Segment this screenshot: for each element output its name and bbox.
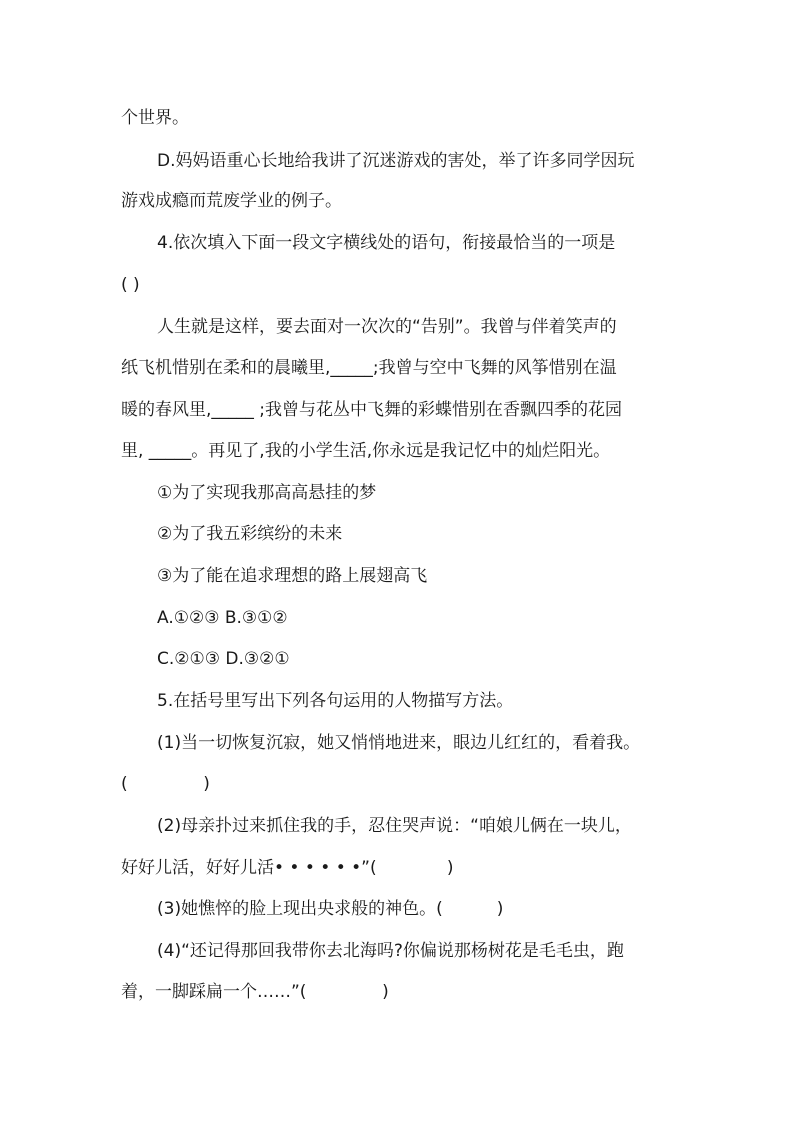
text-line: 游戏成瘾而荒废学业的例子。 — [121, 191, 342, 211]
sentence-2-cont: 好好儿活，好好儿活• • • • • •”( ) — [121, 858, 454, 878]
sentence-1: (1)当一切恢复沉寂，她又悄悄地进来，眼边儿红红的，看着我。 — [157, 733, 641, 753]
question-4-stem: 4.依次填入下面一段文字横线处的语句，衔接最恰当的一项是 — [157, 233, 616, 253]
choice-1: ①为了实现我那高高悬挂的梦 — [157, 483, 377, 503]
answer-parentheses: ( ) — [121, 275, 140, 295]
answer-parentheses: ( ) — [121, 774, 210, 794]
sentence-4: (4)“还记得那回我带你去北海吗?你偏说那杨树花是毛毛虫，跑 — [157, 941, 624, 961]
passage-line: 暖的春风里,_____ ;我曾与花丛中飞舞的彩蝶惜别在香飘四季的花园 — [121, 400, 623, 420]
sentence-2: (2)母亲扑过来抓住我的手，忍住哭声说：“咱娘儿俩在一块儿， — [157, 816, 632, 836]
passage-line: 里, _____。再见了,我的小学生活,你永远是我记忆中的灿烂阳光。 — [121, 441, 611, 461]
options-cd: C.②①③ D.③②① — [157, 649, 290, 669]
sentence-3: (3)她憔悴的脸上现出央求般的神色。( ) — [157, 899, 504, 919]
choice-2: ②为了我五彩缤纷的未来 — [157, 524, 343, 544]
sentence-4-cont: 着，一脚踩扁一个……”( ) — [121, 982, 389, 1002]
text-line: 个世界。 — [121, 108, 189, 128]
options-ab: A.①②③ B.③①② — [157, 608, 288, 628]
passage-line: 人生就是这样，要去面对一次次的“告别”。我曾与伴着笑声的 — [157, 317, 617, 337]
option-d: D.妈妈语重心长地给我讲了沉迷游戏的害处，举了许多同学因玩 — [157, 151, 635, 171]
choice-3: ③为了能在追求理想的路上展翅高飞 — [157, 566, 428, 586]
question-5-stem: 5.在括号里写出下列各句运用的人物描写方法。 — [157, 691, 514, 711]
passage-line: 纸飞机惜别在柔和的晨曦里,_____;我曾与空中飞舞的风筝惜别在温 — [121, 358, 617, 378]
